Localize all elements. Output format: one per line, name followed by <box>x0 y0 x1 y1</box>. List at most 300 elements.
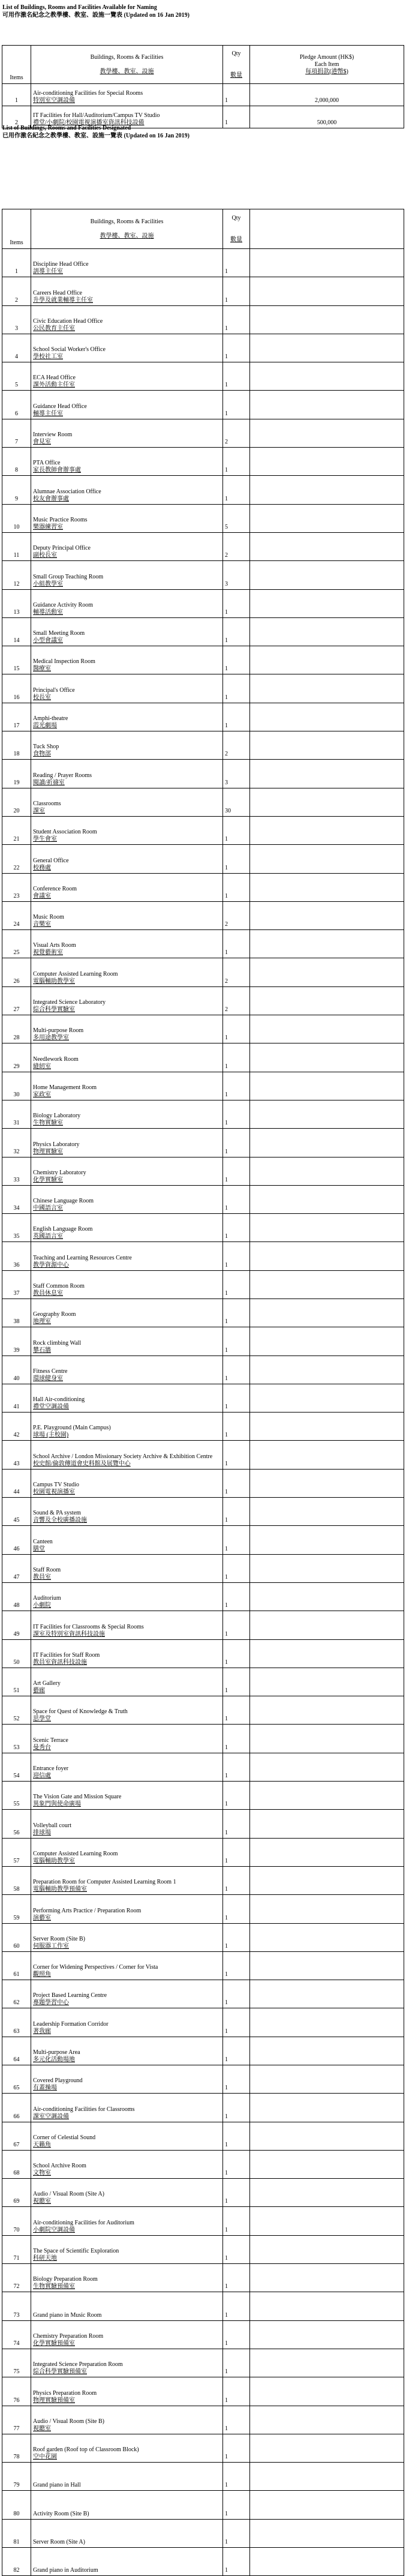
table-row <box>2 1582 404 1611</box>
empty-cell <box>250 816 404 844</box>
item-number: 1 <box>2 84 31 106</box>
item-number: 48 <box>2 1582 31 1611</box>
facility-name-zh: 小劇院 <box>33 1602 51 1609</box>
table-row <box>2 1441 404 1469</box>
facility-name <box>31 1895 223 1923</box>
facility-name <box>31 277 223 305</box>
table-row <box>2 2207 404 2235</box>
item-number: 7 <box>2 419 31 447</box>
table-row <box>2 1668 404 1696</box>
item-number: 59 <box>2 1895 31 1923</box>
quantity: 1 <box>223 1582 250 1611</box>
facility-name <box>31 1696 223 1725</box>
item-number: 30 <box>2 1072 31 1100</box>
facility-name-zh: 升學及就業輔導主任室 <box>33 296 93 304</box>
quantity: 1 <box>223 2150 250 2178</box>
table-row <box>2 1356 404 1384</box>
facility-name-en: Deputy Principal Office <box>33 545 91 552</box>
facility-name-zh: 綜合科學實驗預備室 <box>33 2368 87 2376</box>
empty-cell <box>250 1413 404 1441</box>
table-row <box>2 589 404 617</box>
empty-cell <box>250 873 404 901</box>
empty-cell <box>250 1810 404 1838</box>
facility-name-zh: 家長教師會辦事處 <box>33 467 81 474</box>
item-number: 27 <box>2 986 31 1015</box>
facility-name <box>31 1299 223 1327</box>
quantity: 1 <box>223 1951 250 1980</box>
quantity: 1 <box>223 362 250 391</box>
item-number: 57 <box>2 1838 31 1866</box>
facility-name <box>31 2094 223 2122</box>
empty-cell <box>250 561 404 589</box>
quantity: 1 <box>223 1157 250 1185</box>
item-number: 49 <box>2 1611 31 1639</box>
facility-name-en: Discipline Head Office <box>33 261 89 268</box>
item-number: 21 <box>2 816 31 844</box>
quantity: 1 <box>223 1384 250 1412</box>
table-row <box>2 249 404 277</box>
item-number: 6 <box>2 391 31 419</box>
quantity: 1 <box>223 646 250 674</box>
facility-name <box>31 1951 223 1980</box>
item-number: 3 <box>2 305 31 334</box>
facility-name <box>31 1469 223 1497</box>
facility-name-en: Rock climbing Wall <box>33 1339 82 1347</box>
quantity: 1 <box>223 1356 250 1384</box>
table-row <box>2 2349 404 2377</box>
facility-name-zh: 空中花園 <box>33 2454 57 2461</box>
empty-cell <box>250 249 404 277</box>
facility-name-zh: 小組教學室 <box>33 580 63 587</box>
empty-cell <box>250 845 404 873</box>
quantity: 1 <box>223 2292 250 2320</box>
item-number: 81 <box>2 2519 31 2547</box>
facility-name <box>31 2377 223 2406</box>
facility-name <box>31 1270 223 1299</box>
facility-name-en: PTA Office <box>33 460 61 467</box>
empty-cell <box>250 2264 404 2292</box>
item-number: 40 <box>2 1356 31 1384</box>
facility-name <box>31 362 223 391</box>
item-number: 76 <box>2 2377 31 2406</box>
facility-name <box>31 1810 223 1838</box>
quantity: 1 <box>223 2122 250 2150</box>
quantity: 1 <box>223 1782 250 1810</box>
quantity: 1 <box>223 391 250 419</box>
item-number: 56 <box>2 1810 31 1838</box>
empty-cell <box>250 1639 404 1668</box>
item-number: 24 <box>2 901 31 929</box>
facility-name-en: Canteen <box>33 1538 53 1545</box>
table-row <box>2 419 404 447</box>
quantity: 1 <box>223 334 250 362</box>
facility-name <box>31 476 223 504</box>
table-row <box>2 816 404 844</box>
facility-name <box>31 532 223 560</box>
item-number: 2 <box>2 106 31 128</box>
facility-name-en: Space for Quest of Knowledge & Truth <box>33 1708 128 1716</box>
item-number: 69 <box>2 2179 31 2207</box>
facility-name-en: Principal's Office <box>33 686 75 694</box>
table-row <box>2 2406 404 2434</box>
facility-name-zh: 迎信處 <box>33 1773 51 1780</box>
facility-name-zh: 校園電視演播室 <box>33 1489 75 1496</box>
facility-name <box>31 2292 223 2320</box>
facility-name-zh: 視聽室 <box>33 2198 51 2205</box>
facility-name-zh: 多用途教學室 <box>33 1034 69 1042</box>
quantity: 1 <box>223 1838 250 1866</box>
quantity: 2 <box>223 901 250 929</box>
facility-name-en: Guidance Activity Room <box>33 601 93 608</box>
facility-name <box>31 958 223 986</box>
facility-name-en: Chemistry Preparation Room <box>33 2332 104 2340</box>
facility-name-en: Audio / Visual Room (Site B) <box>33 2418 104 2425</box>
facility-name-zh: 教員室資訊科技設施 <box>33 1659 87 1666</box>
facility-name <box>31 2150 223 2178</box>
facility-name-zh: 閱讀/祈禱室 <box>33 779 65 786</box>
item-number: 62 <box>2 1980 31 2008</box>
facility-name-zh: 生物實驗室 <box>33 1120 63 1127</box>
facility-name-en: Campus TV Studio <box>33 1482 79 1489</box>
item-number: 73 <box>2 2292 31 2320</box>
pledge-amount: 2,000,000 <box>250 84 404 106</box>
facility-name <box>31 1356 223 1384</box>
table-row <box>2 2434 404 2462</box>
quantity: 1 <box>223 1129 250 1157</box>
table-row <box>2 1214 404 1242</box>
facility-name-en: Integrated Science Preparation Room <box>33 2361 123 2368</box>
empty-cell <box>250 1498 404 1526</box>
empty-cell <box>250 2434 404 2462</box>
facility-name-en: Auditorium <box>33 1595 61 1602</box>
table-row <box>2 2235 404 2263</box>
facility-name-zh: 課室空調設備 <box>33 2113 69 2120</box>
facility-name-zh: 醫療室 <box>33 665 51 673</box>
empty-cell <box>250 1980 404 2008</box>
facility-name <box>31 1185 223 1213</box>
empty-cell <box>250 1696 404 1725</box>
item-number: 19 <box>2 760 31 788</box>
quantity: 2 <box>223 986 250 1015</box>
facility-name <box>31 1384 223 1412</box>
item-number: 78 <box>2 2434 31 2462</box>
table-row <box>2 277 404 305</box>
item-number: 5 <box>2 362 31 391</box>
table-row <box>2 930 404 958</box>
facility-name-en: Conference Room <box>33 885 77 892</box>
facility-name <box>31 873 223 901</box>
item-number: 38 <box>2 1299 31 1327</box>
facility-name-en: Corner of Celestial Sound <box>33 2134 96 2141</box>
table-row <box>2 476 404 504</box>
facility-name-en: Student Association Room <box>33 829 97 836</box>
empty-cell <box>250 277 404 305</box>
facility-name-en: Multi-purpose Room <box>33 1027 84 1034</box>
facility-name-en: Activity Room (Site B) <box>33 2510 89 2517</box>
quantity: 2 <box>223 419 250 447</box>
table-row <box>2 2463 404 2491</box>
empty-cell <box>250 1356 404 1384</box>
facility-name <box>31 674 223 703</box>
facility-name <box>31 2434 223 2462</box>
facility-name <box>31 419 223 447</box>
facility-name-en: Physics Laboratory <box>33 1141 80 1148</box>
quantity: 1 <box>223 845 250 873</box>
empty-cell <box>250 1753 404 1781</box>
item-number: 12 <box>2 561 31 589</box>
item-number: 58 <box>2 1866 31 1894</box>
table-row <box>2 1072 404 1100</box>
facility-name-zh: 霞光劇場 <box>33 722 57 730</box>
table-row <box>2 1384 404 1412</box>
facility-name <box>31 901 223 929</box>
facility-name-zh: 縫紉室 <box>33 1063 51 1070</box>
facility-name-en: Server Room (Site B) <box>33 1935 85 1942</box>
facility-name-zh: 生物實驗預備室 <box>33 2283 75 2290</box>
facility-name-en: Amphi-theatre <box>33 715 68 722</box>
facility-name-zh: 音樂室 <box>33 921 51 928</box>
empty-cell <box>250 2008 404 2037</box>
empty-cell <box>250 1923 404 1951</box>
table-row <box>2 2292 404 2320</box>
facility-name-en: Integrated Science Laboratory <box>33 999 106 1006</box>
table-row <box>2 1923 404 1951</box>
facility-name-zh: 排球場 <box>33 1829 51 1836</box>
facility-name <box>31 2320 223 2349</box>
table-row <box>2 1129 404 1157</box>
table-row <box>2 561 404 589</box>
table-row <box>2 2065 404 2094</box>
facility-name-zh: 輔導活動室 <box>33 608 63 616</box>
facility-name-en: IT Facilities for Classrooms & Special Rooms <box>33 1623 144 1630</box>
quantity: 1 <box>223 1639 250 1668</box>
item-number: 47 <box>2 1554 31 1582</box>
item-number: 52 <box>2 1696 31 1725</box>
facility-name-en: Music Room <box>33 914 64 921</box>
empty-cell <box>250 1015 404 1043</box>
empty-cell <box>250 2349 404 2377</box>
facility-name <box>31 1214 223 1242</box>
facility-name-zh: 教員室 <box>33 1573 51 1581</box>
section2-title-en: List of Buildings, Rooms and Facilities Designated <box>2 125 131 131</box>
facility-name-zh: 專題學習中心 <box>33 1999 69 2007</box>
quantity: 1 <box>223 448 250 476</box>
facility-name <box>31 646 223 674</box>
empty-cell <box>250 731 404 760</box>
facility-name-en: Scenic Terrace <box>33 1737 68 1744</box>
empty-cell <box>250 2491 404 2519</box>
facility-name-en: Air-conditioning Facilities for Classrooms <box>33 2106 135 2113</box>
facility-name-en: Sound & PA system <box>33 1510 81 1517</box>
facility-name-zh: 藝廊 <box>33 1687 45 1695</box>
empty-cell <box>250 1611 404 1639</box>
facility-name-en: Reading / Prayer Rooms <box>33 772 92 779</box>
table-row <box>2 1696 404 1725</box>
item-number: 9 <box>2 476 31 504</box>
facility-name-zh: 課外活動主任室 <box>33 382 75 389</box>
item-number: 67 <box>2 2122 31 2150</box>
item-number: 53 <box>2 1725 31 1753</box>
table-row <box>2 448 404 476</box>
quantity: 1 <box>223 1242 250 1270</box>
facility-name-zh: 球場 (主校園) <box>33 1432 69 1439</box>
facility-name-zh: 異象門與使命廣場 <box>33 1801 81 1808</box>
item-number: 80 <box>2 2491 31 2519</box>
empty-cell <box>250 930 404 958</box>
item-number: 17 <box>2 703 31 731</box>
empty-cell <box>250 2519 404 2547</box>
empty-cell <box>250 2179 404 2207</box>
facility-name <box>31 1639 223 1668</box>
facility-name-zh: 物理實驗預備室 <box>33 2397 75 2404</box>
empty-cell <box>250 1838 404 1866</box>
quantity: 1 <box>223 1611 250 1639</box>
facility-name <box>31 1554 223 1582</box>
quantity: 1 <box>223 930 250 958</box>
facility-name <box>31 2349 223 2377</box>
table-row <box>2 2377 404 2406</box>
facility-name <box>31 930 223 958</box>
empty-cell <box>250 1327 404 1356</box>
facility-name-zh: 小型會議室 <box>33 637 63 644</box>
facility-name-zh: 樂器練習室 <box>33 523 63 530</box>
item-number: 37 <box>2 1270 31 1299</box>
facility-name-zh: 課室及特別室資訊科技設施 <box>33 1630 105 1638</box>
item-number: 35 <box>2 1214 31 1242</box>
empty-cell <box>250 1782 404 1810</box>
item-number: 22 <box>2 845 31 873</box>
facility-name <box>31 561 223 589</box>
empty-cell <box>250 703 404 731</box>
item-number: 61 <box>2 1951 31 1980</box>
facility-name <box>31 1668 223 1696</box>
empty-cell <box>250 448 404 476</box>
item-number: 75 <box>2 2349 31 2377</box>
facility-name <box>31 760 223 788</box>
item-number: 14 <box>2 617 31 646</box>
quantity: 1 <box>223 2548 250 2576</box>
facility-name-en: Visual Arts Room <box>33 942 76 949</box>
facility-name-zh: 電腦輔助教學室 <box>33 977 75 985</box>
table-row <box>2 1895 404 1923</box>
quantity: 1 <box>223 1043 250 1072</box>
empty-cell <box>250 1242 404 1270</box>
facility-name <box>31 1441 223 1469</box>
item-number: 25 <box>2 930 31 958</box>
facility-name <box>31 2406 223 2434</box>
empty-cell <box>250 2207 404 2235</box>
quantity: 1 <box>223 2235 250 2263</box>
facility-name-en: Hall Air-conditioning <box>33 1396 85 1404</box>
table-row <box>2 760 404 788</box>
empty-cell <box>250 2037 404 2065</box>
table-row <box>2 1554 404 1582</box>
empty-cell <box>250 1554 404 1582</box>
facility-name-en: Biology Preparation Room <box>33 2276 98 2283</box>
table-row <box>2 2150 404 2178</box>
facility-name <box>31 816 223 844</box>
facility-name <box>31 1157 223 1185</box>
facility-name <box>31 1015 223 1043</box>
table-row <box>2 1327 404 1356</box>
facility-name-zh: 地理室 <box>33 1318 51 1326</box>
facility-name-zh: 校長室 <box>33 694 51 701</box>
facility-name-zh: 校史館/倫敦傳道會史料館及展覽中心 <box>33 1460 131 1467</box>
quantity: 1 <box>223 2094 250 2122</box>
facility-name <box>31 1129 223 1157</box>
item-number: 63 <box>2 2008 31 2037</box>
facility-name <box>31 2491 223 2519</box>
facility-name <box>31 448 223 476</box>
facility-name <box>31 504 223 532</box>
table-row <box>2 1782 404 1810</box>
quantity: 1 <box>223 2463 250 2491</box>
empty-cell <box>250 419 404 447</box>
empty-cell <box>250 1668 404 1696</box>
quantity: 1 <box>223 106 250 128</box>
empty-cell <box>250 1299 404 1327</box>
empty-cell <box>250 2292 404 2320</box>
quantity: 1 <box>223 1498 250 1526</box>
empty-cell <box>250 1157 404 1185</box>
facility-name-zh: 多元化活動場地 <box>33 2056 75 2063</box>
facility-name <box>31 1611 223 1639</box>
item-number: 11 <box>2 532 31 560</box>
facility-name-en: Interview Room <box>33 431 73 439</box>
facility-name-en: P.E. Playground (Main Campus) <box>33 1425 111 1432</box>
facility-name-en: Staff Common Room <box>33 1282 85 1290</box>
table-row <box>2 1043 404 1072</box>
facility-name <box>31 2264 223 2292</box>
facility-name-zh: 輔導主任室 <box>33 410 63 417</box>
empty-cell <box>250 2150 404 2178</box>
item-number: 79 <box>2 2463 31 2491</box>
table-row <box>2 958 404 986</box>
item-number: 66 <box>2 2094 31 2122</box>
table-row <box>2 1413 404 1441</box>
quantity: 1 <box>223 1441 250 1469</box>
table-row <box>2 1015 404 1043</box>
facility-name-en: Art Gallery <box>33 1680 61 1687</box>
item-number: 77 <box>2 2406 31 2434</box>
facility-name-en: Chemistry Laboratory <box>33 1169 86 1176</box>
facility-name-zh: 校友會辦事處 <box>33 495 69 502</box>
table-row <box>2 1469 404 1497</box>
empty-cell <box>250 1043 404 1072</box>
table-row <box>2 1299 404 1327</box>
facility-name <box>31 334 223 362</box>
facility-name <box>31 1582 223 1611</box>
item-number: 64 <box>2 2037 31 2065</box>
item-number: 34 <box>2 1185 31 1213</box>
item-number: 65 <box>2 2065 31 2094</box>
empty-cell <box>250 1951 404 1980</box>
facility-name-zh: 攀石牆 <box>33 1347 51 1354</box>
designated-table <box>2 209 404 2576</box>
empty-cell <box>250 2094 404 2122</box>
table-row <box>2 84 404 106</box>
facility-name-zh: 化學實驗預備室 <box>33 2340 75 2347</box>
facility-name-en: Geography Room <box>33 1311 76 1318</box>
items-header: Items <box>2 209 31 249</box>
quantity: 1 <box>223 2008 250 2037</box>
qty-header: Qty 數量 <box>223 209 250 249</box>
table-row <box>2 788 404 816</box>
facility-name-zh: 物理實驗室 <box>33 1148 63 1155</box>
table-row <box>2 391 404 419</box>
table-row <box>2 1611 404 1639</box>
facility-name-en: Careers Head Office <box>33 289 82 296</box>
